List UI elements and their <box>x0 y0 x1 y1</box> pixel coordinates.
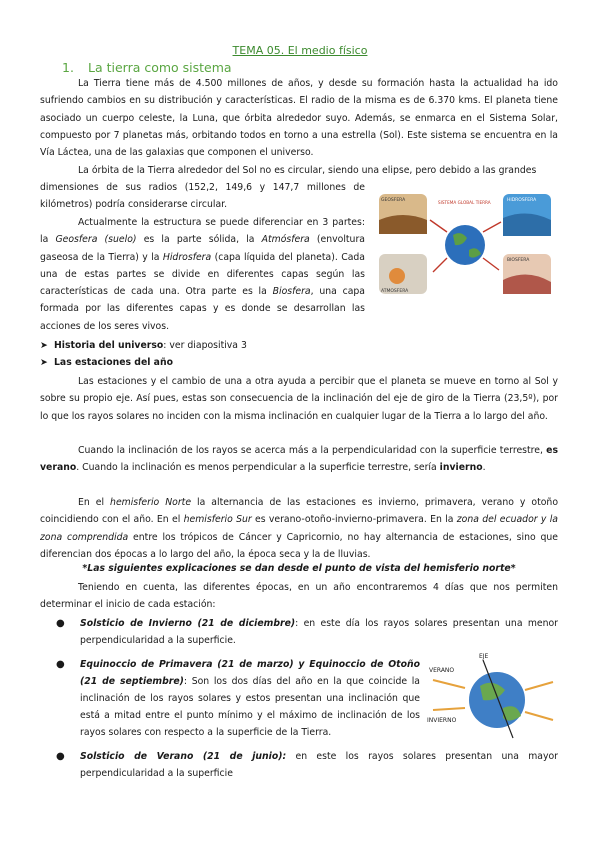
paragraph-orbit-text-b: dimensiones de sus radios (152,2, 149,6 y 147,7 millones de kilómetros) podría considerarse circular. <box>40 182 365 211</box>
list-item-summer-solstice <box>56 748 558 782</box>
list-item-equinoxes <box>56 656 420 741</box>
atmosfera-label: ATMOSFERA <box>381 289 409 294</box>
term-biosfera: Biosfera <box>272 286 311 298</box>
paragraph-four-days <box>40 579 558 614</box>
geosfera-label: GEOSFERA <box>381 198 406 203</box>
document-title: TEMA 05. El medio físico <box>232 44 368 57</box>
paragraph-intro-text: La Tierra tiene más de 4.500 millones de años, y desde su formación hasta la actualidad ha ido sufriendo cambios en su distribución y características. El radio de la misma es de 6.370 kms. El planeta tiene asociado un cuerpo celeste, la Luna, que órbita alrededor suyo. Además, se enmarca en el Sistema Solar, compuesto por 7 planetas más, orbitando todos en torno a una estrella (Sol). Este sistema se encuentra en la Vía Láctea, una de las galaxias que componen el universo. <box>40 78 558 159</box>
structure-text-2: es la parte sólida, la <box>136 234 262 246</box>
term-hemisferio-norte: hemisferio Norte <box>110 497 192 508</box>
equinoxes-text: : Son los dos días del año en la que coincide la inclinación de los rayos solares y estos presentan una inclinación que está a mitad entre el punto mínimo y el máximo de inclinación de los rayos solares con respecto a la superficie de la Tierra. <box>80 676 420 738</box>
winter-solstice-term: Solsticio de Invierno (21 de diciembre) <box>80 618 296 629</box>
term-geosfera: Geosfera (suelo) <box>55 234 137 246</box>
structure-text-1: Actualmente la estructura se puede diferenciar en 3 partes: la <box>40 217 365 246</box>
term-hemisferio-sur: hemisferio Sur <box>183 514 252 526</box>
system-label: SISTEMA GLOBAL TIERRA <box>438 200 491 205</box>
bullet-dot-icon: ● <box>56 618 65 629</box>
biosfera-label: BIOSFERA <box>507 258 530 263</box>
earth-tilt-figure <box>425 650 555 740</box>
bullet-dot-icon: ● <box>56 659 65 670</box>
arrow-icon: ➤ <box>40 357 48 368</box>
inclination-winter: invierno <box>439 462 483 474</box>
earth-system-figure <box>375 190 555 300</box>
bullet-dot-icon: ● <box>56 751 65 762</box>
structure-text-5: , una capa formada por las diferentes capas y es donde se desarrollan las acciones de los seres vivos. <box>40 286 365 332</box>
inclination-text-1: Cuando la inclinación de los rayos se acerca más a la perpendicularidad con la superficie terrestre, <box>78 445 547 456</box>
hemispheres-text-2: la alternancia de las estaciones es invierno, primavera, verano y otoño coincidiendo con el año. En el <box>40 497 559 526</box>
summer-label: VERANO <box>429 667 455 674</box>
summer-solstice-text: en este los rayos solares presentan una mayor perpendicularidad a la superficie <box>80 751 558 779</box>
section-number: 1. <box>62 60 74 75</box>
paragraph-orbit-text-a: La órbita de la Tierra alrededor del Sol no es circular, siendo una elipse, pero debido a las grandes <box>78 165 537 176</box>
paragraph-structure <box>40 214 365 335</box>
term-atmosfera: Atmósfera <box>261 234 310 246</box>
axis-label: EJE <box>479 653 489 660</box>
list-item-winter-solstice <box>56 615 558 649</box>
paragraph-hemispheres <box>40 494 558 563</box>
earth-tilt-globe <box>469 672 525 728</box>
paragraph-orbit-line2 <box>40 179 365 214</box>
paragraph-seasons-text: Las estaciones y el cambio de una a otra ayuda a percibir que el planeta se mueve en torno al Sol y sobre su propio eje. Así pues, estas son consecuencia de la inclinación del eje de giro de la Tierra (23,5º), por lo que los rayos solares no inciden con la misma inclinación en cualquier lugar de la Tierra a lo largo del año. <box>40 376 558 422</box>
inclination-summer: es verano <box>40 445 558 474</box>
bullet-seasons-bold: Las estaciones del año <box>54 357 173 368</box>
bullet-seasons <box>40 357 173 368</box>
inclination-text-3: . <box>482 462 486 474</box>
winter-solstice-text: : en este día los rayos solares presentan una menor perpendicularidad a la superficie. <box>80 618 558 646</box>
section-title: La tierra como sistema <box>87 60 232 75</box>
bullet-history-bold: Historia del universo <box>54 340 164 351</box>
summer-solstice-term: Solsticio de Verano (21 de junio): <box>80 751 287 762</box>
hemispheres-text-3: es verano-otoño-invierno-primavera. En la <box>251 514 457 526</box>
structure-text-3: (envoltura gaseosa de la Tierra) y la <box>40 234 365 263</box>
earth-globe <box>445 225 485 265</box>
equinoxes-term: Equinoccio de Primavera (21 de marzo) y Equinoccio de Otoño (21 de septiembre) <box>80 659 420 687</box>
note-northern-hemisphere: *Las siguientes explicaciones se dan desde el punto de vista del hemisferio norte* <box>82 563 516 574</box>
arrow-icon: ➤ <box>40 340 48 351</box>
paragraph-seasons <box>40 373 558 425</box>
inclination-text-2: . Cuando la inclinación es menos perpendicular a la superficie terrestre, sería <box>76 462 440 474</box>
structure-text-4: (capa líquida del planeta). Cada una de estas partes se divide en diferentes capas según las características de cada una. Otra parte es la <box>40 251 365 298</box>
winter-label: INVIERNO <box>427 717 457 724</box>
paragraph-four-days-text: Teniendo en cuenta, las diferentes épocas, en un año encontraremos 4 días que nos permiten determinar el inicio de cada estación: <box>40 582 558 611</box>
paragraph-intro <box>40 75 558 161</box>
bullet-history-rest: : ver diapositiva 3 <box>163 340 247 351</box>
paragraph-inclination <box>40 442 558 477</box>
hemispheres-text-4: entre los trópicos de Cáncer y Capricornio, no hay alternancia de estaciones, sino que diferencian dos épocas a lo largo del año, la época seca y la de lluvias. <box>40 531 559 560</box>
term-zona-ecuador: zona del ecuador y la zona comprendida <box>40 514 558 543</box>
paragraph-orbit-line1 <box>40 162 558 179</box>
bullet-history <box>40 340 247 351</box>
hidrosfera-label: HIDROSFERA <box>507 198 537 203</box>
term-hidrosfera: Hidrosfera <box>162 251 212 263</box>
hemispheres-text-1: En el <box>78 497 111 508</box>
section-heading <box>62 60 232 75</box>
